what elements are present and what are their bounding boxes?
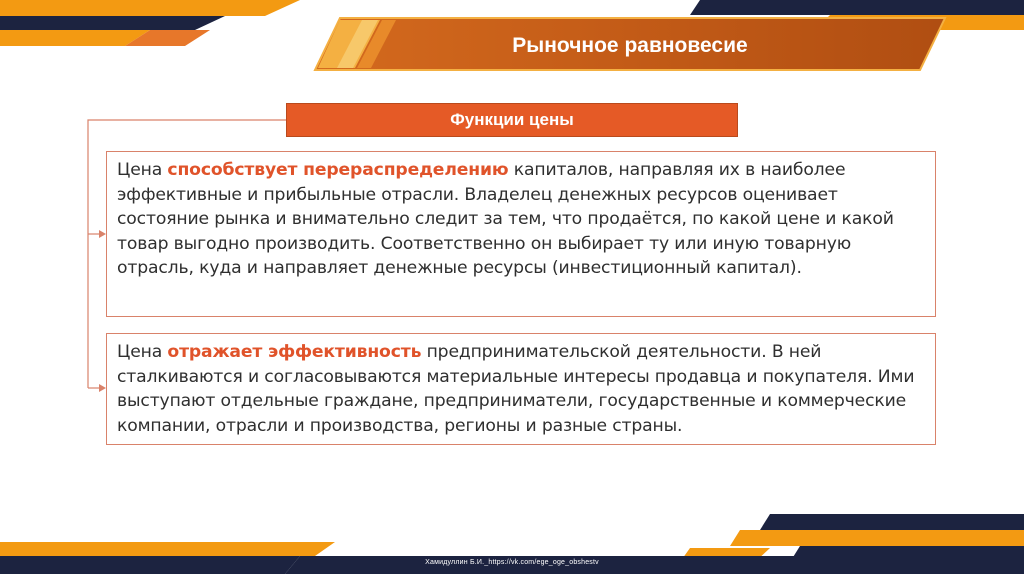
card-prefix: Цена	[117, 342, 168, 362]
card-highlight: отражает эффективность	[167, 342, 422, 362]
card-prefix: Цена	[117, 160, 168, 180]
section-header: Функции цены	[286, 103, 738, 137]
price-function-card-2	[106, 333, 936, 445]
card-text: капиталов, направляя их в наиболее эффективные и прибыльные отрасли. Владелец денежных ресурсов оценивает состояние рынка и внимательно следит за тем, что продаётся, по какой цене и какой товар выгодно производить. Соответственно он выбирает ту или иную товарную отрасль, куда и направляет денежные ресурсы (инвестиционный капитал).	[117, 160, 894, 278]
slide-title: Рыночное равновесие	[512, 34, 748, 57]
price-function-card-1	[106, 151, 936, 317]
card-highlight: способствует перераспределению	[167, 160, 509, 180]
card-text: предпринимательской деятельности. В ней сталкиваются и согласовываются материальные интересы продавца и покупателя. Ими выступают отдельные граждане, предприниматели, государственные и коммерческие компании, отрасли и производства, регионы и разные страны.	[117, 342, 915, 436]
footer-credit: Хамидуллин Б.И._https://vk.com/ege_oge_obshestv	[425, 559, 599, 566]
